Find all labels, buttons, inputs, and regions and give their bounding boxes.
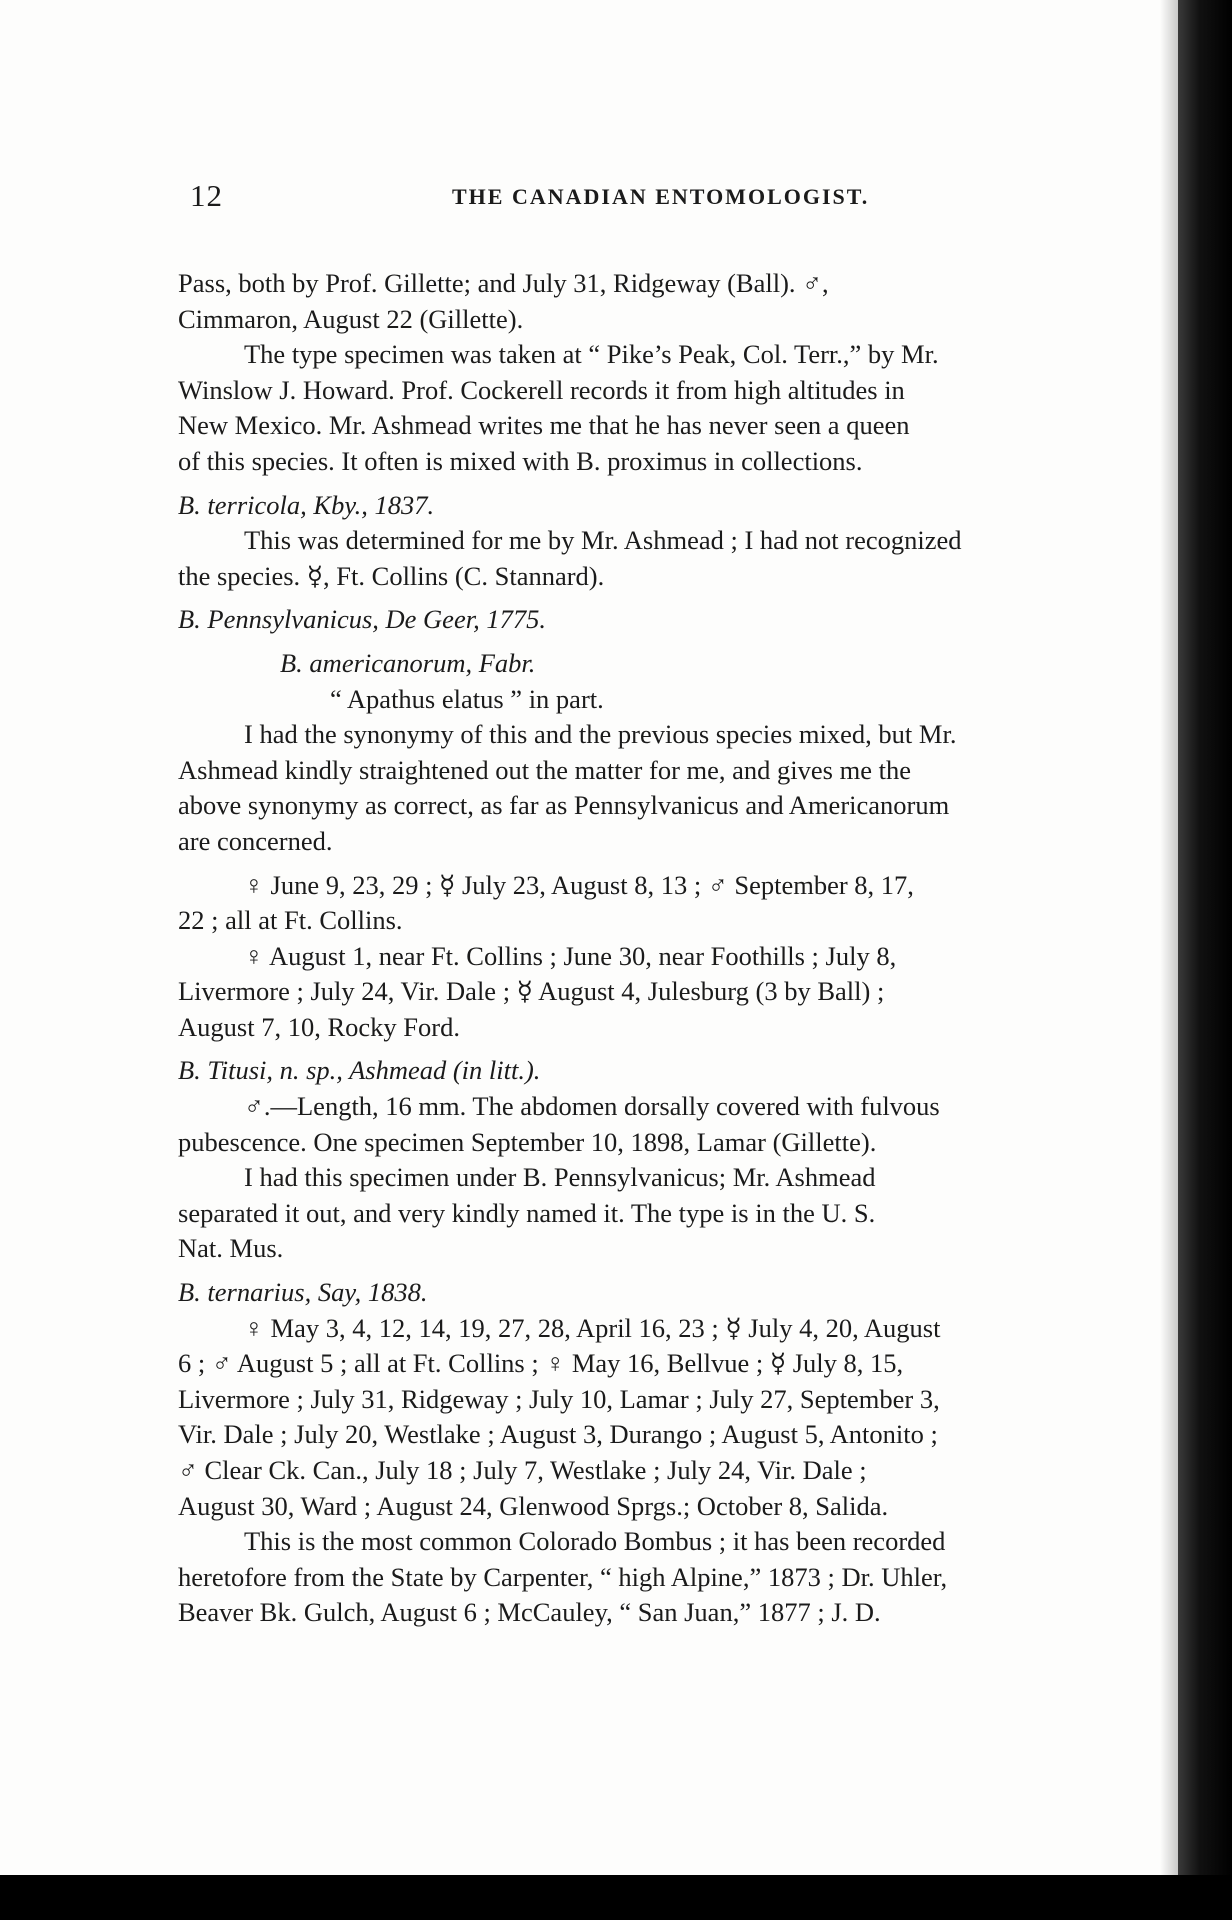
text-line: Winslow J. Howard. Prof. Cockerell records it from high altitudes in bbox=[178, 374, 905, 405]
record-line: ♂ Clear Ck. Can., July 18 ; July 7, Westlake ; July 24, Vir. Dale ; bbox=[178, 1455, 867, 1485]
synonym-line: “ Apathus elatus ” in part. bbox=[330, 683, 604, 714]
text-line: heretofore from the State by Carpenter, “ high Alpine,” 1873 ; Dr. Uhler, bbox=[178, 1561, 948, 1592]
record-line: Livermore ; July 31, Ridgeway ; July 10, Lamar ; July 27, September 3, bbox=[178, 1383, 940, 1414]
text-line: This was determined for me by Mr. Ashmead ; I had not recognized bbox=[244, 525, 962, 556]
synonym-line: B. americanorum, Fabr. bbox=[280, 647, 536, 678]
text-line: Nat. Mus. bbox=[178, 1233, 284, 1264]
text-line: above synonymy as correct, as far as Pennsylvanicus and Americanorum bbox=[178, 790, 950, 821]
text-line: New Mexico. Mr. Ashmead writes me that he has never seen a queen bbox=[178, 410, 910, 441]
record-line: August 30, Ward ; August 24, Glenwood Sprgs.; October 8, Salida. bbox=[178, 1490, 889, 1521]
text-line: of this species. It often is mixed with B. proximus in collections. bbox=[178, 445, 863, 476]
page-header bbox=[190, 178, 1110, 218]
text-line: are concerned. bbox=[178, 825, 333, 856]
article-body bbox=[178, 266, 1118, 1631]
text-line: Pass, both by Prof. Gillette; and July 31, Ridgeway (Ball). ♂, bbox=[178, 268, 829, 298]
text-line: the species. ☿, Ft. Collins (C. Stannard). bbox=[178, 560, 605, 591]
page-number: 12 bbox=[190, 178, 223, 213]
text-line: This is the most common Colorado Bombus ; it has been recorded bbox=[244, 1526, 946, 1557]
species-heading: B. terricola, Kby., 1837. bbox=[178, 489, 435, 520]
text-line: ♂.—Length, 16 mm. The abdomen dorsally covered with fulvous bbox=[244, 1091, 940, 1122]
text-line: The type specimen was taken at “ Pike’s Peak, Col. Terr.,” by Mr. bbox=[244, 339, 939, 370]
species-heading: B. Pennsylvanicus, De Geer, 1775. bbox=[178, 604, 546, 635]
record-line: ♀ May 3, 4, 12, 14, 19, 27, 28, April 16, 23 ; ☿ July 4, 20, August bbox=[244, 1312, 941, 1343]
record-line: August 7, 10, Rocky Ford. bbox=[178, 1011, 460, 1042]
text-line: separated it out, and very kindly named it. The type is in the U. S. bbox=[178, 1197, 876, 1228]
text-line: I had this specimen under B. Pennsylvanicus; Mr. Ashmead bbox=[244, 1162, 876, 1193]
record-line: 6 ; ♂ August 5 ; all at Ft. Collins ; ♀ May 16, Bellvue ; ☿ July 8, 15, bbox=[178, 1348, 904, 1379]
running-title: THE CANADIAN ENTOMOLOGIST. bbox=[452, 184, 870, 209]
record-line: Livermore ; July 24, Vir. Dale ; ☿ August 4, Julesburg (3 by Ball) ; bbox=[178, 976, 885, 1007]
species-heading: B. ternarius, Say, 1838. bbox=[178, 1277, 428, 1308]
text-line: I had the synonymy of this and the previous species mixed, but Mr. bbox=[244, 719, 957, 750]
text-line: Beaver Bk. Gulch, August 6 ; McCauley, “ San Juan,” 1877 ; J. D. bbox=[178, 1597, 881, 1628]
record-line: Vir. Dale ; July 20, Westlake ; August 3, Durango ; August 5, Antonito ; bbox=[178, 1419, 938, 1450]
species-heading: B. Titusi, n. sp., Ashmead (in litt.). bbox=[178, 1055, 541, 1086]
record-line: 22 ; all at Ft. Collins. bbox=[178, 905, 403, 936]
record-line: ♀ August 1, near Ft. Collins ; June 30, near Foothills ; July 8, bbox=[244, 940, 897, 971]
text-line: pubescence. One specimen September 10, 1898, Lamar (Gillette). bbox=[178, 1126, 877, 1157]
scan-bottom-border bbox=[0, 1875, 1232, 1920]
record-line: ♀ June 9, 23, 29 ; ☿ July 23, August 8, 13 ; ♂ September 8, 17, bbox=[244, 869, 914, 900]
book-spine bbox=[1178, 0, 1232, 1920]
text-line: Ashmead kindly straightened out the matter for me, and gives me the bbox=[178, 754, 911, 785]
text-line: Cimmaron, August 22 (Gillette). bbox=[178, 303, 524, 334]
